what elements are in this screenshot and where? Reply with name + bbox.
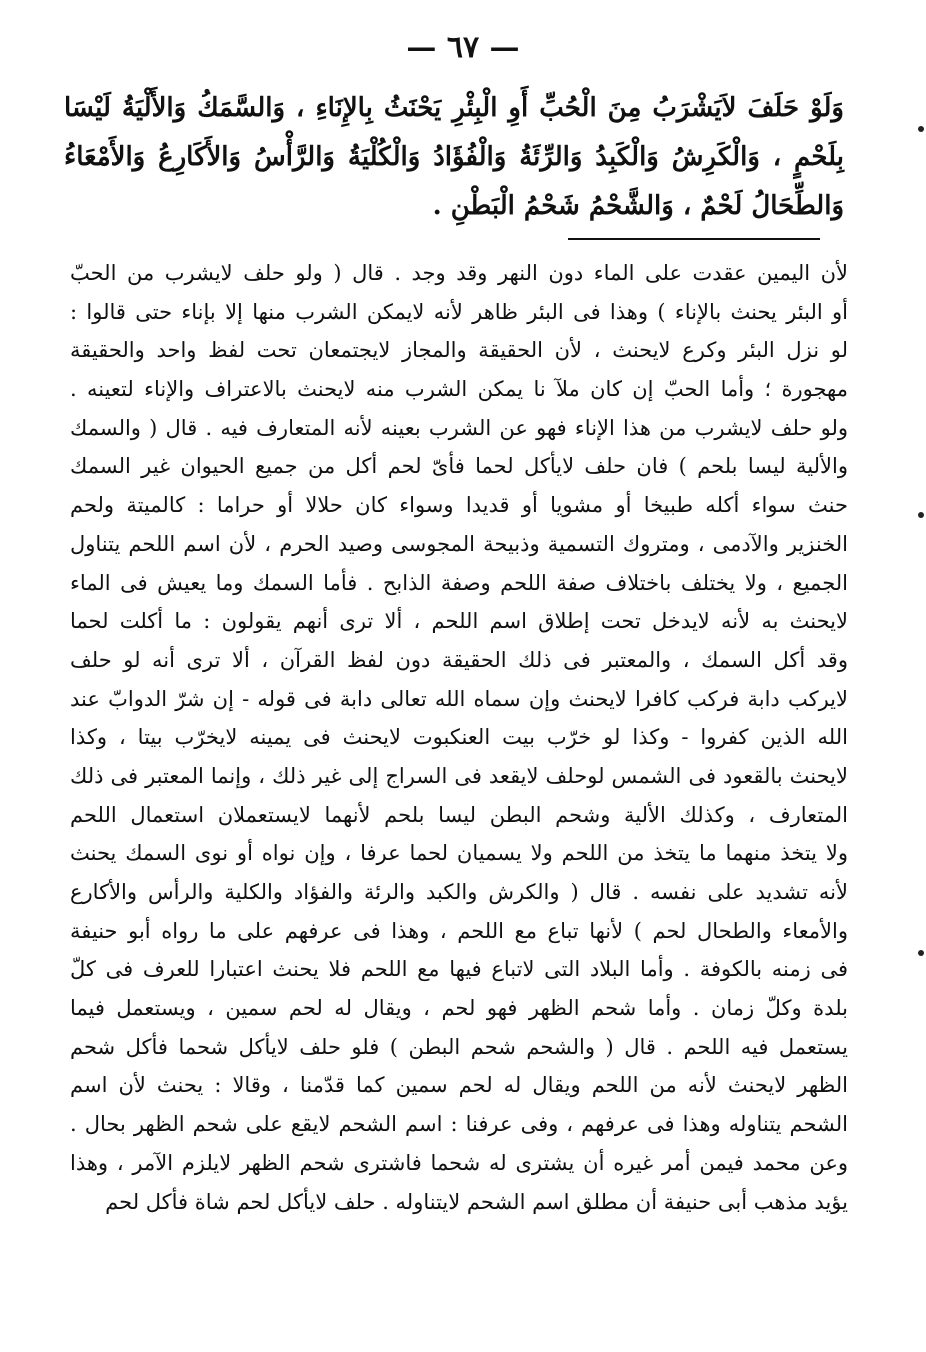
commentary-line: لأنه تشديد على نفسه . قال ( والكرش والكبد والرئة والفؤاد والكلية والرأس والأكارع: [70, 880, 848, 904]
commentary-line: أو البئر يحنث بالإناء ) وهذا فى البئر ظاهر لأنه لايمكن الشرب منها إلا بإناء حتى قالوا :: [70, 299, 848, 324]
page-number: — ٦٧ —: [406, 30, 520, 65]
commentary-line: الجميع ، ولا يختلف باختلاف صفة اللحم وصفة الذابح . فأما السمك وما يعيش فى الماء: [70, 570, 848, 595]
commentary-line: لأن اليمين عقدت على الماء دون النهر وقد وجد . قال ( ولو حلف لايشرب من الحبّ: [70, 261, 848, 285]
commentary-line: بلدة وكلّ زمان . وأما شحم الظهر فهو لحم ، ويقال له لحم سمين ، ويستعمل فيما: [70, 996, 848, 1021]
commentary-line: لايحنث بالقعود فى الشمس لوحلف لايقعد فى السراج إلى غير ذلك ، وإنما المعتبر فى ذلك: [70, 763, 848, 788]
commentary-line: ولو حلف لايشرب من هذا الإناء فهو عن الشرب بعينه لأنه المتعارف فيه . قال ( والسمك: [70, 415, 848, 440]
commentary-line: يستعمل فيه اللحم . قال ( والشحم شحم البطن ) فلو حلف لايأكل شحما فأكل شحم: [70, 1034, 848, 1059]
edge-mark: [918, 512, 924, 518]
section-divider: [568, 238, 820, 240]
commentary-line: يؤيد مذهب أبى حنيفة أن مطلق اسم الشحم لايتناوله . حلف لايأكل لحم شاة فأكل لحم: [105, 1189, 848, 1214]
commentary-line: الخنزير والآدمى ، ومتروك التسمية وذبيحة المجوسى وصيد الحرم ، لأن اسم اللحم يتناول: [70, 531, 848, 556]
commentary-line: الظهر لايحنث لأنه من اللحم ويقال له لحم سمين كما قدّمنا ، وقالا : يحنث لأن اسم: [70, 1073, 848, 1098]
commentary-line: مهجورة ؛ وأما الحبّ إن كان ملآ نا يمكن الشرب منه لايحنث بالاعتراف والإناء لتعينه .: [70, 377, 848, 402]
commentary-line: لايحنث به لأنه لايدخل تحت إطلاق اسم اللحم ، ألا ترى أنهم يقولون : ما أكلت لحما: [70, 609, 848, 634]
commentary-line: حنث سواء أكله طبيخا أو مشويا أو قديدا وسواء كان حلالا أو حراما : كالميتة ولحم: [70, 493, 848, 518]
commentary-line: ولا يتخذ منهما ما يتخذ من اللحم ولا يسميان لحما عرفا ، وإن نواه أو نوى السمك يحنث: [70, 841, 848, 866]
commentary-line: الشحم يتناوله وهذا فى عرفهم ، وفى عرفنا : اسم الشحم لايقع على شحم الظهر بحال .: [70, 1112, 848, 1137]
edge-mark: [918, 126, 924, 132]
commentary-text: [70, 254, 848, 1221]
commentary-line: لايركب دابة فركب كافرا لايحنث وإن سماه الله تعالى دابة فى قوله - إن شرّ الدوابّ عند: [70, 686, 848, 711]
commentary-line: والألية ليسا بلحم ) فان حلف لايأكل لحما فأىّ لحم أكل من جميع الحيوان غير السمك: [70, 454, 848, 479]
commentary-line: المتعارف ، وكذلك الألية وشحم البطن ليسا بلحم لأنهما لايستعملان استعمال اللحم: [70, 802, 848, 827]
commentary-line: والأمعاء والطحال لحم ) لأنها تباع مع اللحم ، وهذا فى عرفهم على ما رواه أبو حنيفة: [70, 918, 848, 943]
commentary-line: الله الذين كفروا - وكذا لو خرّب بيت العنكبوت لايحنث فى يمينه لايخرّب بيتا ، وكذا: [70, 725, 848, 750]
commentary-line: وعن محمد فيمن أمر غيره أن يشترى له شحما فاشترى شحم الظهر لايلزم الآمر ، وهذا: [70, 1150, 848, 1175]
commentary-line: وقد أكل السمك ، والمعتبر فى ذلك الحقيقة دون لفظ القرآن ، ألا ترى أنه لو حلف: [70, 647, 848, 672]
commentary-line: لو نزل البئر وكرع لايحنث ، لأن الحقيقة والمجاز لايجتمعان تحت لفظ واحد والحقيقة: [70, 338, 848, 363]
matn-text: وَلَوْ حَلَفَ لاَيَشْرَبُ مِنَ الْحُبِّ أَوِ الْبِئْرِ يَحْنَثُ بِالإِنَاءِ ، وَالسَّمَكُ وَالأَلْيَةُ لَيْسَا بِلَحْمٍ ، وَالْكَرِشُ وَالْكَبِدُ وَالرِّئَةُ وَالْفُؤَادُ وَالْكُلْيَةُ وَالرَّأْسُ وَالأَكَارِعُ وَالأَمْعَاءُ وَالطِّحَالُ لَحْمٌ ، وَالشَّحْمُ شَحْمُ الْبَطْنِ .: [64, 93, 844, 221]
edge-mark: [918, 950, 924, 956]
commentary-line: فى زمنه بالكوفة . وأما البلاد التى لاتباع فيها مع اللحم فلا يحنث اعتبارا للعرف فى كلّ: [70, 957, 848, 982]
